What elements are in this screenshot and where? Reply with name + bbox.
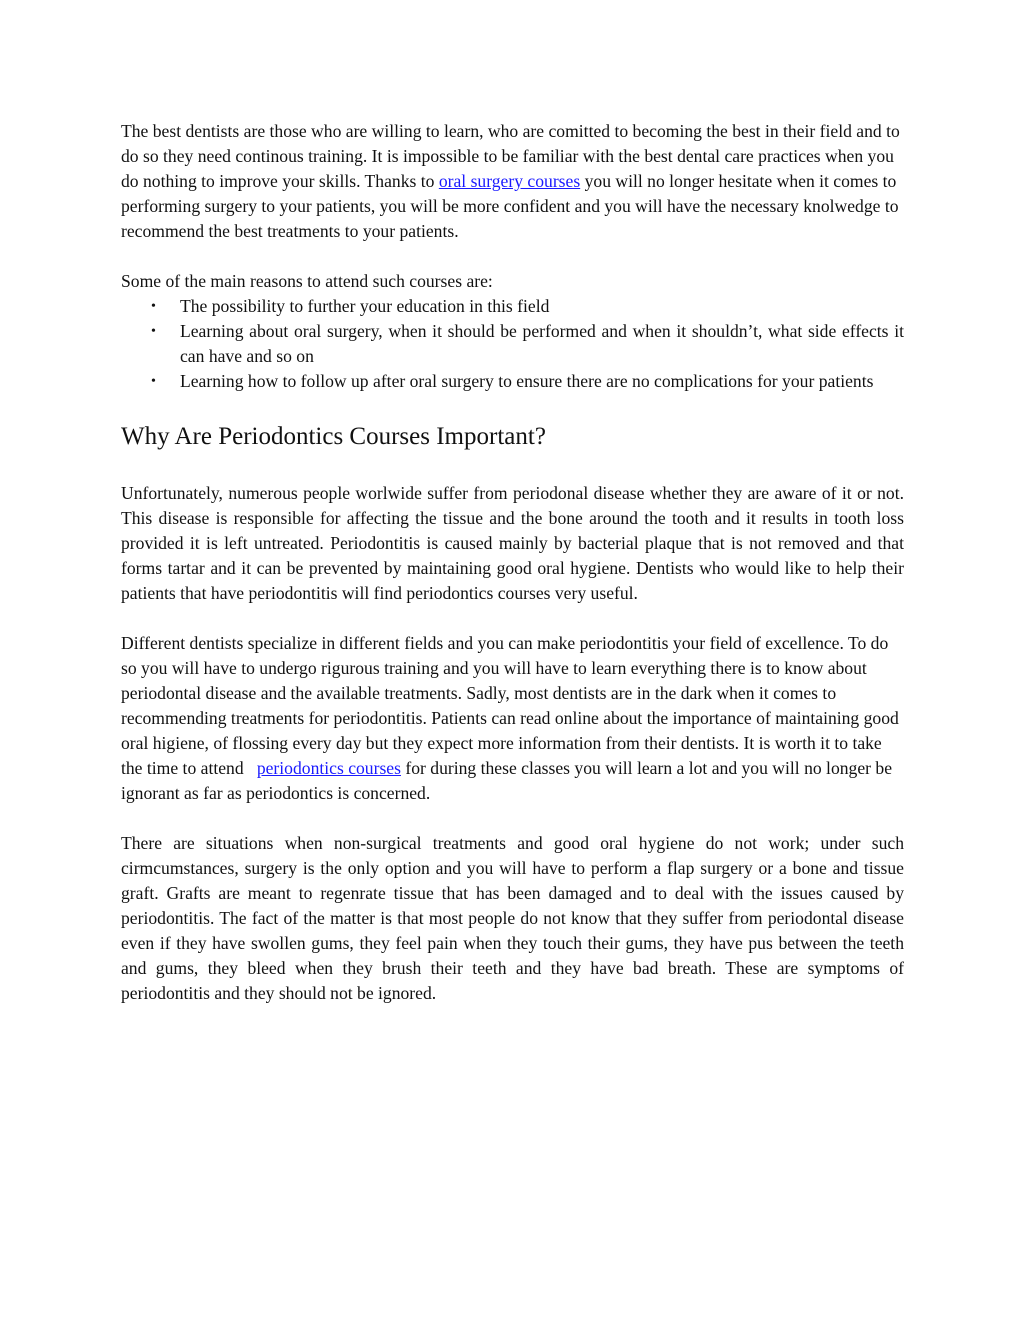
intro-text-before-link: The best dentists are those who are willing to learn, who are comitted to becoming the best in their field and to do so they need continous training. It is impossible to be familiar with the best dental care practices when you do nothing to improve your skills. Thanks to [121, 121, 900, 191]
periodontal-disease-paragraph: Unfortunately, numerous people worlwide suffer from periodonal disease whether they are aware of it or not. This disease is responsible for affecting the tissue and the bone around the tooth and it results in tooth loss provided it is left untreated. Periodontitis is caused mainly by bacterial plaque that is not removed and that forms tartar and it can be prevented by maintaining good oral hygiene. Dentists who would like to help their patients that have periodontitis will find periodontics courses very useful. [121, 483, 904, 603]
section-heading: Why Are Periodontics Courses Important? [121, 423, 546, 450]
specialization-text-before-link: Different dentists specialize in different fields and you can make periodontitis your field of excellence. To do so you will have to undergo rigurous training and you will have to learn everything there is to know about periodontal disease and the available treatments. Sadly, most dentists are in the dark when it comes to recommending treatments for periodontitis. Patients can read online about the importance of maintaining good oral higiene, of flossing every day but they expect more information from their dentists. It is worth it to take the time to attend [121, 633, 904, 778]
document-page [121, 119, 904, 1006]
bullet-icon: • [151, 324, 156, 339]
specialization-paragraph [121, 631, 904, 806]
oral-surgery-courses-link[interactable]: oral surgery courses [438, 171, 581, 191]
reasons-list [121, 294, 904, 394]
list-item [121, 319, 904, 369]
intro-paragraph [121, 119, 904, 244]
intro-text-after-link: you will no longer hesitate when it comes to performing surgery to your patients, you will be more confident and you will have the necessary knolwedge to recommend the best treatments to your patients. [121, 171, 899, 241]
bullet-icon: • [151, 299, 156, 314]
reasons-lead: Some of the main reasons to attend such courses are: [121, 271, 493, 291]
bullet-icon: • [151, 374, 156, 389]
periodontics-courses-link[interactable]: periodontics courses [256, 758, 401, 778]
list-item-text: Learning how to follow up after oral surgery to ensure there are no complications for your patients [180, 371, 874, 391]
list-item [121, 294, 904, 319]
list-item-text: Learning about oral surgery, when it should be performed and when it shouldn’t, what side effects it can have and so on [180, 321, 904, 366]
surgery-paragraph: There are situations when non-surgical treatments and good oral hygiene do not work; under such cirmcumstances, surgery is the only option and you will have to perform a flap surgery or a bone and tissue graft. Grafts are meant to regenrate tissue that has been damaged and to deal with the issues caused by periodontitis. The fact of the matter is that most people do not know that they suffer from periodontal disease even if they have swollen gums, they feel pain when they touch their gums, they have pus between the teeth and gums, they bleed when they brush their teeth and they have bad breath. These are symptoms of periodontitis and they should not be ignored. [121, 833, 904, 1003]
specialization-text-after-link: for during these classes you will learn a lot and you will no longer be ignorant as far as periodontics is concerned. [121, 758, 893, 803]
list-item [121, 369, 904, 394]
list-item-text: The possibility to further your education in this field [180, 296, 550, 316]
